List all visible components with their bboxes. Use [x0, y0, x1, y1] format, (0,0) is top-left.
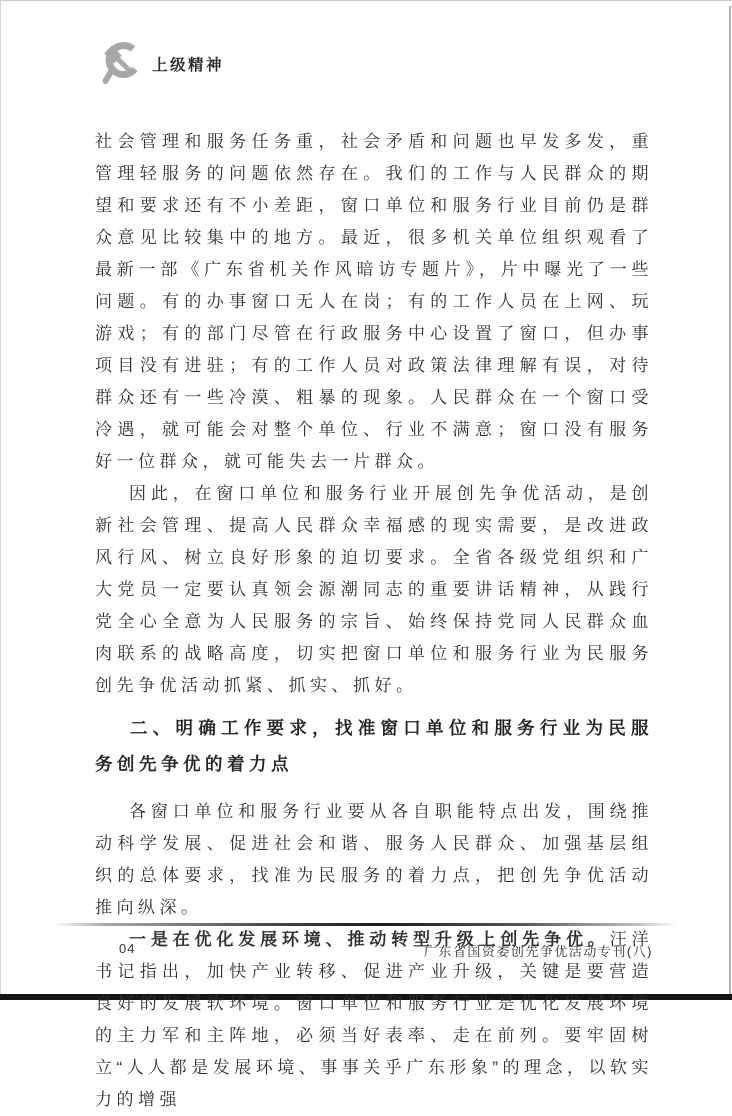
page-header — [101, 42, 224, 86]
paragraph-4-lead: 一是在优化发展环境、推动转型升级上创先争优。 — [129, 930, 610, 949]
header-section-label: 上级精神 — [152, 57, 225, 74]
paragraph-1: 社会管理和服务任务重，社会矛盾和问题也早发多发，重管理轻服务的问题依然存在。我们的工作与人民群众的期望和要求还有不小差距，窗口单位和服务行业目前仍是群众意见比较集中的地方。最近，很多机关单位组织观看了最新一部《广东省机关作风暗访专题片》，片中曝光了一些问题。有的办事窗口无人在岗；有的工作人员在上网、玩游戏；有的部门尽管在行政服务中心设置了窗口，但办事项目没有进驻；有的工作人员对政策法律理解有误，对待群众还有一些冷漠、粗暴的现象。人民群众在一个窗口受冷遇，就可能会对整个单位、行业不满意；窗口没有服务好一位群众，就可能失去一片群众。 — [95, 132, 653, 471]
footer-publication-title: 广东省国资委创先争优活动专刊(八) — [423, 944, 653, 959]
scan-edge-left — [0, 0, 1, 1000]
paragraph-2: 因此，在窗口单位和服务行业开展创先争优活动，是创新社会管理、提高人民群众幸福感的现实需要，是改进政风行风、树立良好形象的迫切要求。全省各级党组织和广大党员一定要认真领会源潮同志的重要讲话精神，从践行党全心全意为人民服务的宗旨、始终保持党同人民群众血肉联系的战略高度，切实把窗口单位和服务行业为民服务创先争优活动抓紧、抓实、抓好。 — [95, 484, 653, 695]
document-body — [95, 126, 653, 1116]
scan-edge-right — [729, 6, 731, 994]
footer-page-number: 04 — [119, 941, 136, 956]
section-heading: 二、明确工作要求，找准窗口单位和服务行业为民服务创先争优的着力点 — [95, 718, 653, 774]
party-emblem-icon — [101, 42, 141, 86]
scan-edge-top — [0, 0, 732, 1]
paragraph-4-rest: 汪洋书记指出，加快产业转移、促进产业升级，关键是要营造良好的发展软环境。窗口单位和服务行业是优化发展环境的主力军和主阵地，必须当好表率、走在前列。要牢固树立“人人都是发展环境、事事关乎广东形象”的理念，以软实力的增强 — [95, 930, 654, 1109]
paragraph-3: 各窗口单位和服务行业要从各自职能特点出发，围绕推动科学发展、促进社会和谐、服务人民群众、加强基层组织的总体要求，找准为民服务的着力点，把创先争优活动推向纵深。 — [95, 802, 653, 917]
footer-divider-rule — [53, 923, 677, 926]
